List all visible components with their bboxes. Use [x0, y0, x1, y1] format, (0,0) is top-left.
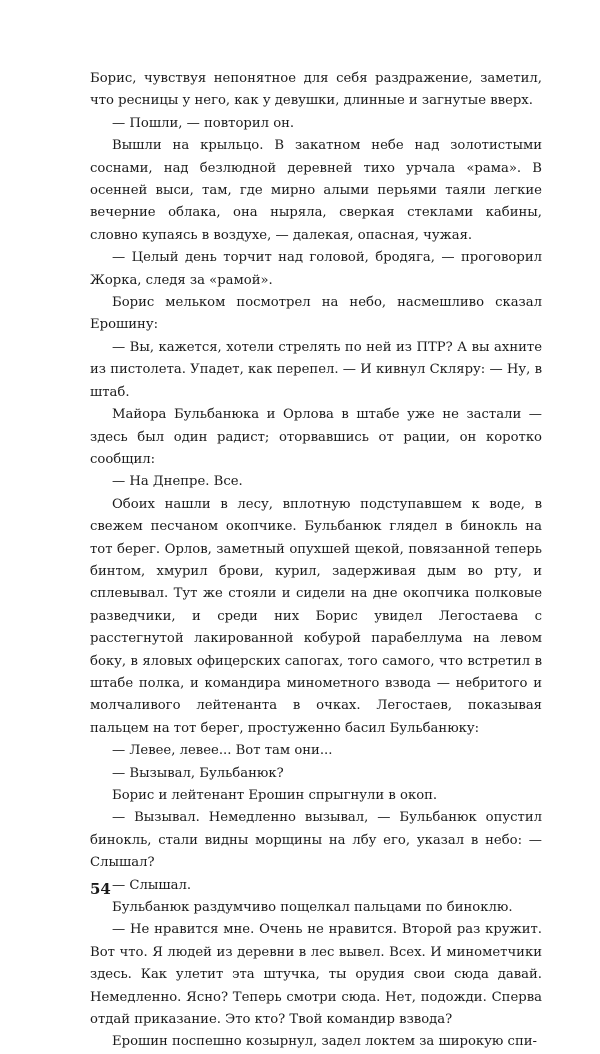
paragraph-12: Борис и лейтенант Ерошин спрыгнули в окоп.	[112, 788, 438, 803]
paragraph-6: — Вы, кажется, хотели стрелять по ней из ПТР? А вы ахните из пистолета. Упадет, как перепел. — И кивнул Скляру: — Ну, в штаб.	[90, 339, 542, 400]
page-number: 54	[90, 880, 111, 898]
paragraph-16: — Не нравится мне. Очень не нравится. Второй раз кружит. Вот что. Я людей из деревни в лес вывел. Всех. И минометчики здесь. Как улетит эта штучка, ты орудия свои сюда давай. Немедленно. Ясно? Теперь смотри сюда. Нет, подожди. Сперва отдай приказание. Это кто? Твой командир взвода?	[90, 922, 542, 1028]
paragraph-3: Вышли на крыльцо. В закатном небе над золотистыми соснами, над безлюдной деревней тихо урчала «рама». В осенней выси, там, где мирно алыми перьями таяли легкие вечерние облака, она ныряла, сверкая стеклами кабины, словно купаясь в воздухе, — далекая, опасная, чужая.	[90, 138, 542, 243]
paragraph-2: — Пошли, — повторил он.	[112, 115, 295, 131]
paragraph-4: — Целый день торчит над головой, бродяга, — проговорил Жорка, следя за «рамой».	[90, 250, 542, 288]
page-body	[90, 68, 542, 1054]
paragraph-13: — Вызывал. Немедленно вызывал, — Бульбанюк опустил бинокль, стали видны морщины на лбу его, указал в небо: — Слышал?	[90, 810, 542, 871]
paragraph-7: Майора Бульбанюка и Орлова в штабе уже не застали — здесь был один радист; оторвавшись от рации, он коротко сообщил:	[90, 407, 542, 467]
paragraph-17: Ерошин поспешно козырнул, задел локтем за широкую спи-	[112, 1034, 537, 1050]
paragraph-8: — На Днепре. Все.	[112, 474, 243, 490]
paragraph-10: — Левее, левее... Вот там они...	[112, 743, 333, 759]
paragraph-14: — Слышал.	[112, 877, 192, 893]
paragraph-1: Борис, чувствуя непонятное для себя раздражение, заметил, что ресницы у него, как у девушки, длинные и загнутые вверх.	[90, 71, 542, 109]
paragraph-9: Обоих нашли в лесу, вплотную подступавшем к воде, в свежем песчаном окопчике. Бульбанюк глядел в бинокль на тот берег. Орлов, заметный опухшей щекой, повязанной теперь бинтом, хмурил брови, курил, задерживая дым во рту, и сплевывал. Тут же стояли и сидели на дне окопчика полковые разведчики, и среди них Борис увидел Легостаева с расстегнутой лакированной кобурой парабеллума на левом боку, в яловых офицерских сапогах, того самого, что встретил в штабе полка, и командира минометного взвода — небритого и молчаливого лейтенанта в очках. Легостаев, показывая пальцем на тот берег, простуженно басил Бульбанюку:	[90, 496, 542, 736]
paragraph-15: Бульбанюк раздумчиво пощелкал пальцами по биноклю.	[112, 900, 513, 916]
paragraph-5: Борис мельком посмотрел на небо, насмешливо сказал Ерошину:	[90, 295, 542, 333]
paragraph-11: — Вызывал, Бульбанюк?	[112, 765, 284, 781]
